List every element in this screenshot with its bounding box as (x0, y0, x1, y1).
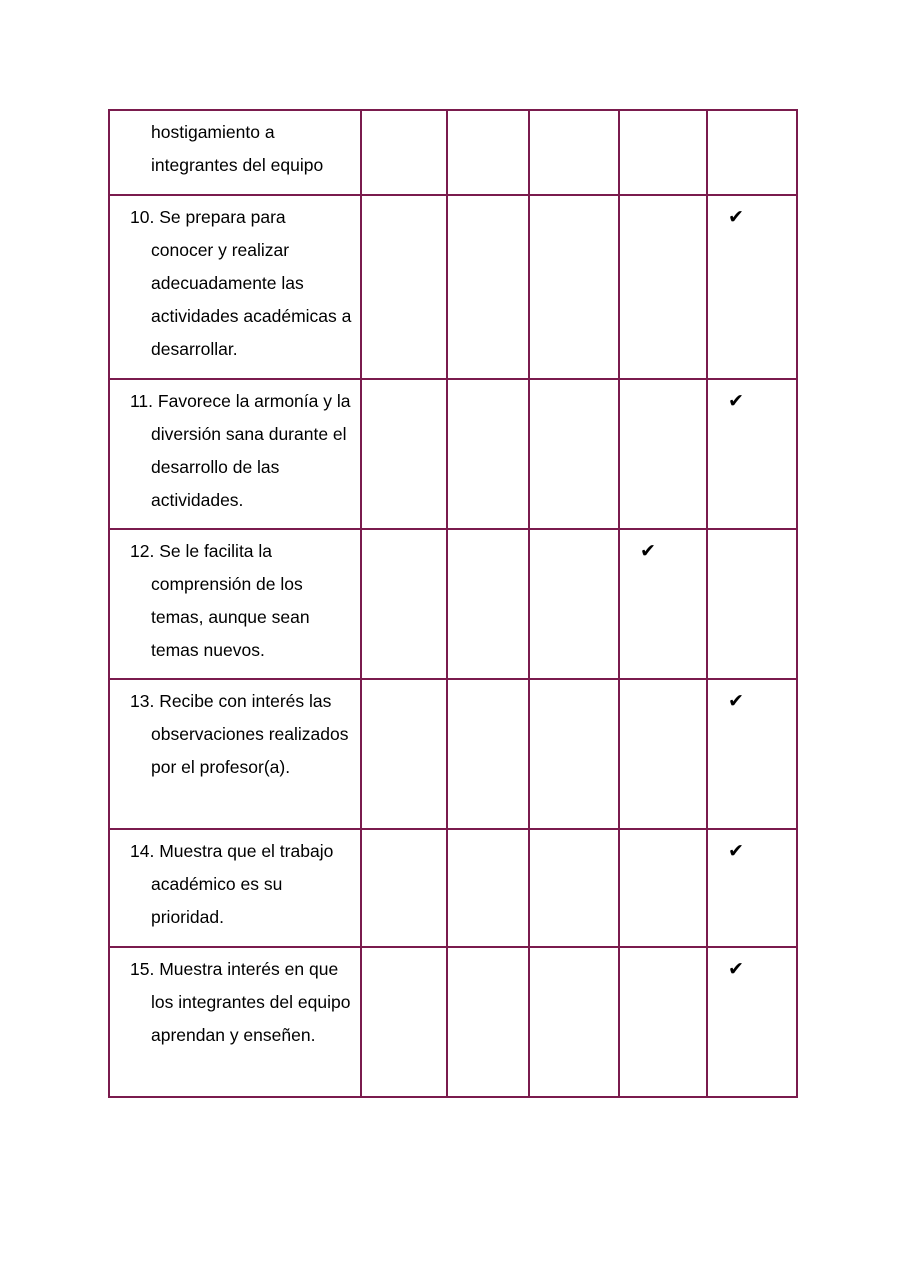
check-mark (620, 830, 706, 835)
check-mark (530, 530, 618, 535)
rating-cell (361, 829, 447, 947)
rating-cell (619, 195, 707, 379)
check-mark: ✔ (728, 206, 744, 228)
check-mark (530, 111, 618, 116)
check-mark (448, 680, 528, 685)
rating-cell (619, 679, 707, 829)
rating-cell (619, 947, 707, 1097)
rating-cell (447, 379, 529, 529)
check-mark (362, 196, 446, 201)
rating-cell (707, 110, 797, 195)
rating-cell (529, 110, 619, 195)
check-mark (530, 948, 618, 953)
rating-cell (529, 947, 619, 1097)
check-mark (620, 196, 706, 201)
check-mark: ✔ (728, 958, 744, 980)
check-mark: ✔ (728, 840, 744, 862)
rating-cell (361, 679, 447, 829)
criterion-text: hostigamiento a integrantes del equipo (151, 122, 324, 175)
check-mark (620, 380, 706, 385)
rating-cell (529, 379, 619, 529)
rating-cell (447, 110, 529, 195)
check-mark (620, 948, 706, 953)
criterion-cell (109, 195, 361, 379)
table-row (109, 195, 797, 379)
check-mark (362, 948, 446, 953)
check-mark (708, 530, 796, 535)
rating-cell (361, 379, 447, 529)
rating-cell (361, 195, 447, 379)
table-row (109, 679, 797, 829)
check-mark (530, 380, 618, 385)
rating-cell (361, 947, 447, 1097)
check-mark (530, 680, 618, 685)
rating-cell (707, 195, 797, 379)
check-mark (448, 380, 528, 385)
rating-cell (447, 829, 529, 947)
table-row (109, 829, 797, 947)
table-row (109, 529, 797, 679)
check-mark (448, 196, 528, 201)
check-mark: ✔ (728, 690, 744, 712)
rating-cell (619, 110, 707, 195)
check-mark (448, 530, 528, 535)
check-mark (362, 830, 446, 835)
criterion-text: 15. Muestra interés en que los integrantes del equipo aprendan y enseñen. (130, 959, 351, 1045)
table-row (109, 379, 797, 529)
rating-cell (707, 829, 797, 947)
check-mark (448, 948, 528, 953)
criterion-cell (109, 529, 361, 679)
check-mark (362, 680, 446, 685)
criterion-cell (109, 947, 361, 1097)
rating-cell (447, 947, 529, 1097)
check-mark (362, 380, 446, 385)
rating-cell (707, 529, 797, 679)
rating-cell (619, 829, 707, 947)
evaluation-table (108, 109, 798, 1098)
rating-cell (361, 110, 447, 195)
check-mark (448, 111, 528, 116)
rating-cell (619, 529, 707, 679)
rating-cell (529, 829, 619, 947)
table-row (109, 110, 797, 195)
rating-cell (707, 379, 797, 529)
rating-cell (447, 679, 529, 829)
check-mark (708, 111, 796, 116)
rating-cell (529, 195, 619, 379)
rating-cell (361, 529, 447, 679)
criterion-text: 10. Se prepara para conocer y realizar adecuadamente las actividades académicas a desarrollar. (130, 207, 352, 359)
check-mark (530, 830, 618, 835)
rating-cell (447, 529, 529, 679)
criterion-cell (109, 379, 361, 529)
check-mark: ✔ (640, 540, 656, 562)
check-mark (620, 680, 706, 685)
criterion-text: 14. Muestra que el trabajo académico es su prioridad. (130, 841, 334, 927)
check-mark (362, 530, 446, 535)
check-mark (530, 196, 618, 201)
criterion-cell (109, 110, 361, 195)
rating-cell (447, 195, 529, 379)
table-row (109, 947, 797, 1097)
rating-cell (707, 679, 797, 829)
rating-cell (529, 679, 619, 829)
criterion-text: 13. Recibe con interés las observaciones realizados por el profesor(a). (130, 691, 349, 777)
check-mark (362, 111, 446, 116)
check-mark: ✔ (728, 390, 744, 412)
criterion-text: 12. Se le facilita la comprensión de los temas, aunque sean temas nuevos. (130, 541, 310, 660)
rating-cell (529, 529, 619, 679)
rating-cell (707, 947, 797, 1097)
check-mark (448, 830, 528, 835)
criterion-cell (109, 679, 361, 829)
check-mark (620, 111, 706, 116)
rating-cell (619, 379, 707, 529)
criterion-text: 11. Favorece la armonía y la diversión sana durante el desarrollo de las actividades. (130, 391, 351, 510)
criterion-cell (109, 829, 361, 947)
